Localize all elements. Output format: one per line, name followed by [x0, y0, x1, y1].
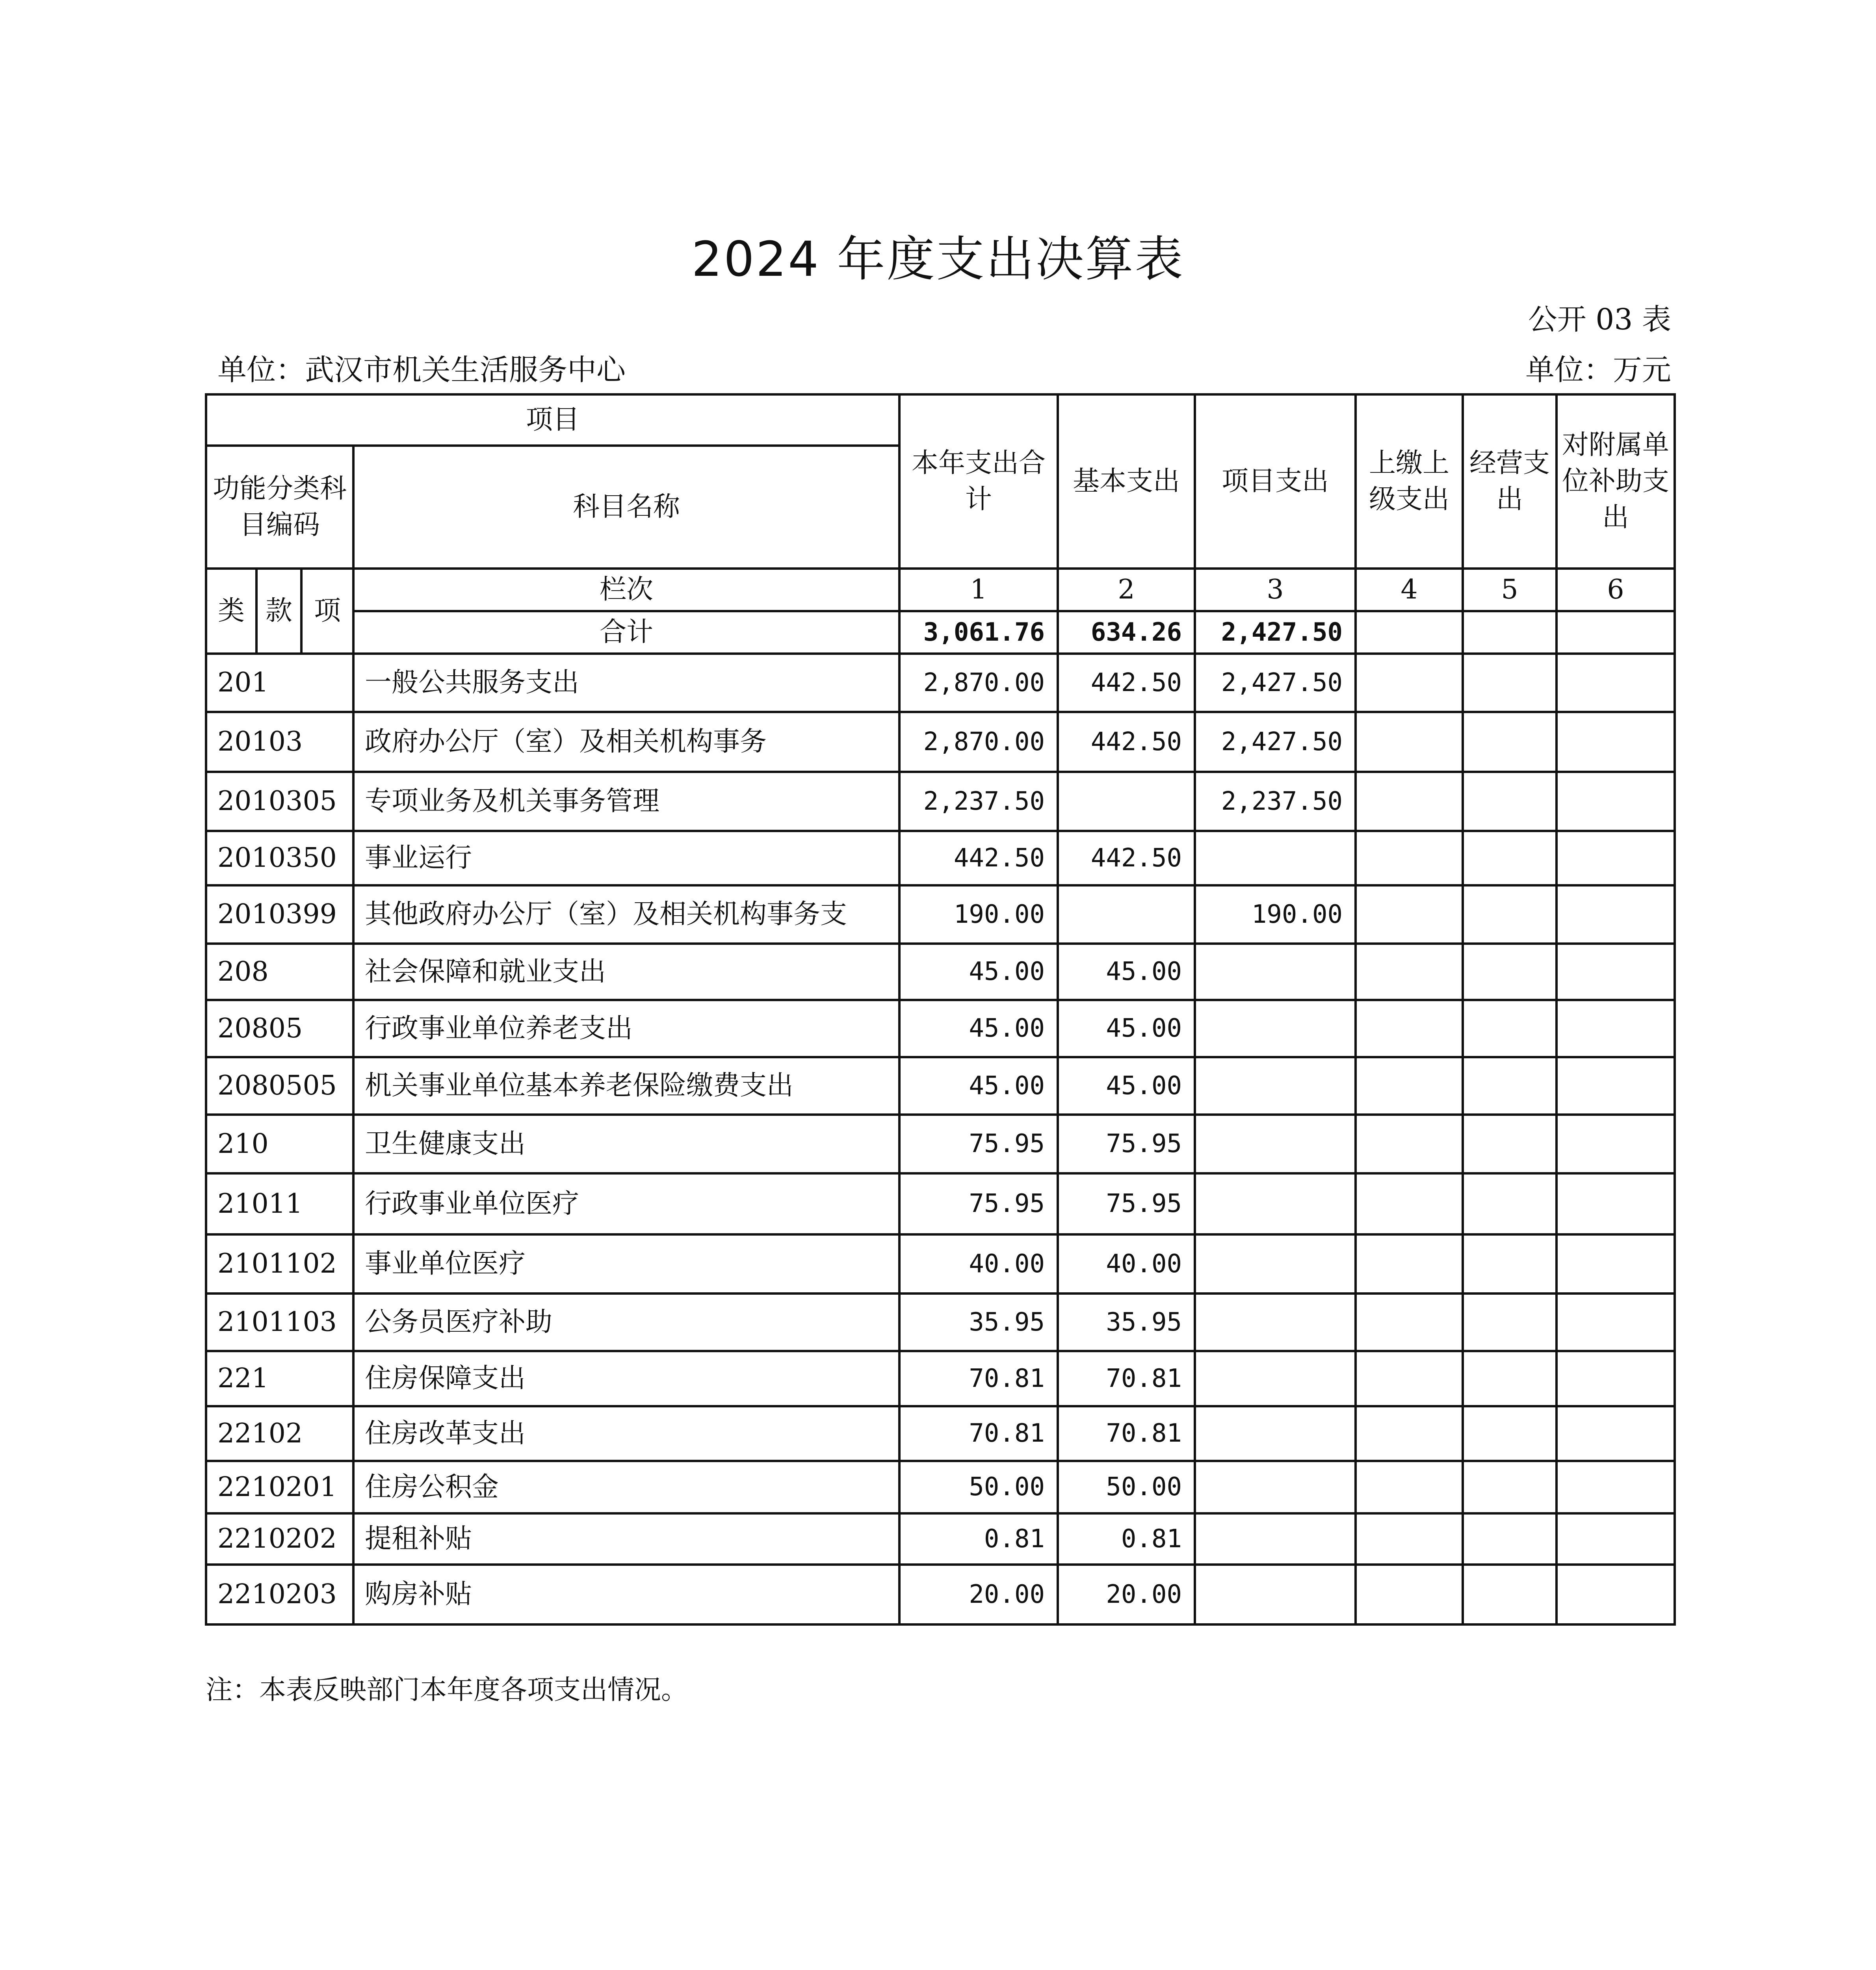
project-expense-value — [1195, 1406, 1356, 1461]
operating-value — [1463, 654, 1557, 712]
table-row — [206, 1000, 1675, 1057]
column-number-label: 栏次 — [353, 569, 899, 611]
header-total-expense: 本年支出合计 — [899, 394, 1058, 569]
upper-pay-value — [1356, 1565, 1463, 1624]
subject-code: 20805 — [206, 1000, 353, 1057]
operating-value — [1463, 1406, 1557, 1461]
total-expense-value: 0.81 — [899, 1513, 1058, 1565]
operating-value — [1463, 1115, 1557, 1173]
subject-name: 住房保障支出 — [353, 1351, 899, 1406]
operating-value — [1463, 712, 1557, 772]
project-expense-value: 2,237.50 — [1195, 772, 1356, 831]
subject-code: 2210203 — [206, 1565, 353, 1624]
subject-name: 专项业务及机关事务管理 — [353, 772, 899, 831]
subsidy-value — [1557, 1461, 1675, 1513]
basic-expense-value: 40.00 — [1058, 1234, 1195, 1294]
operating-value — [1463, 1234, 1557, 1294]
upper-pay-value — [1356, 712, 1463, 772]
currency-unit: 单位：万元 — [1525, 353, 1671, 387]
basic-expense-value: 442.50 — [1058, 712, 1195, 772]
form-number: 公开 03 表 — [1528, 303, 1671, 336]
table-row — [206, 1461, 1675, 1513]
subject-code: 2101103 — [206, 1294, 353, 1351]
subject-name: 政府办公厅（室）及相关机构事务 — [353, 712, 899, 772]
table-body — [206, 394, 1675, 1624]
subject-name: 购房补贴 — [353, 1565, 899, 1624]
basic-expense-value: 442.50 — [1058, 831, 1195, 885]
subject-name: 住房改革支出 — [353, 1406, 899, 1461]
table-note: 注：本表反映部门本年度各项支出情况。 — [206, 1674, 688, 1706]
subject-code: 208 — [206, 944, 353, 1000]
upper-pay-value — [1356, 1294, 1463, 1351]
project-expense-value — [1195, 1565, 1356, 1624]
basic-expense-value: 35.95 — [1058, 1294, 1195, 1351]
header-kuan: 款 — [256, 569, 301, 654]
total-expense-value: 45.00 — [899, 1057, 1058, 1115]
header-xiang: 项 — [301, 569, 353, 654]
upper-pay-value — [1356, 1406, 1463, 1461]
total-value — [1356, 611, 1463, 654]
header-operating: 经营支出 — [1463, 394, 1557, 569]
upper-pay-value — [1356, 1057, 1463, 1115]
subject-code: 210 — [206, 1115, 353, 1173]
total-value: 2,427.50 — [1195, 611, 1356, 654]
table-row — [206, 1115, 1675, 1173]
subject-name: 提租补贴 — [353, 1513, 899, 1565]
subsidy-value — [1557, 885, 1675, 944]
subsidy-value — [1557, 1234, 1675, 1294]
header-project-expense: 项目支出 — [1195, 394, 1356, 569]
project-expense-value — [1195, 1000, 1356, 1057]
subject-name: 事业单位医疗 — [353, 1234, 899, 1294]
header-func-code: 功能分类科目编码 — [206, 446, 353, 569]
subsidy-value — [1557, 944, 1675, 1000]
total-value — [1463, 611, 1557, 654]
total-expense-value: 70.81 — [899, 1351, 1058, 1406]
subject-name: 住房公积金 — [353, 1461, 899, 1513]
subject-code: 221 — [206, 1351, 353, 1406]
subject-code: 2010399 — [206, 885, 353, 944]
upper-pay-value — [1356, 654, 1463, 712]
operating-value — [1463, 944, 1557, 1000]
operating-value — [1463, 1351, 1557, 1406]
table-row — [206, 1294, 1675, 1351]
table-row — [206, 1234, 1675, 1294]
total-expense-value: 2,237.50 — [899, 772, 1058, 831]
upper-pay-value — [1356, 772, 1463, 831]
basic-expense-value: 50.00 — [1058, 1461, 1195, 1513]
upper-pay-value — [1356, 1351, 1463, 1406]
basic-expense-value: 45.00 — [1058, 1000, 1195, 1057]
project-expense-value — [1195, 1115, 1356, 1173]
subsidy-value — [1557, 1173, 1675, 1234]
subsidy-value — [1557, 772, 1675, 831]
subject-code: 22102 — [206, 1406, 353, 1461]
subject-name: 一般公共服务支出 — [353, 654, 899, 712]
subsidy-value — [1557, 831, 1675, 885]
total-expense-value: 70.81 — [899, 1406, 1058, 1461]
subsidy-value — [1557, 1294, 1675, 1351]
project-expense-value — [1195, 1173, 1356, 1234]
upper-pay-value — [1356, 885, 1463, 944]
header-project: 项目 — [206, 394, 899, 446]
upper-pay-value — [1356, 831, 1463, 885]
total-value: 634.26 — [1058, 611, 1195, 654]
table-row — [206, 1351, 1675, 1406]
basic-expense-value: 0.81 — [1058, 1513, 1195, 1565]
header-lei: 类 — [206, 569, 256, 654]
subject-name: 事业运行 — [353, 831, 899, 885]
header-basic-expense: 基本支出 — [1058, 394, 1195, 569]
subsidy-value — [1557, 1406, 1675, 1461]
subject-code: 2210202 — [206, 1513, 353, 1565]
header-upper-pay: 上缴上级支出 — [1356, 394, 1463, 569]
table-row — [206, 1513, 1675, 1565]
upper-pay-value — [1356, 1173, 1463, 1234]
subject-code: 21011 — [206, 1173, 353, 1234]
subject-code: 20103 — [206, 712, 353, 772]
basic-expense-value: 70.81 — [1058, 1351, 1195, 1406]
unit-name: 单位：武汉市机关生活服务中心 — [217, 353, 626, 387]
total-expense-value: 442.50 — [899, 831, 1058, 885]
table-row — [206, 831, 1675, 885]
subject-code: 2010305 — [206, 772, 353, 831]
total-expense-value: 45.00 — [899, 1000, 1058, 1057]
basic-expense-value: 45.00 — [1058, 944, 1195, 1000]
project-expense-value — [1195, 1234, 1356, 1294]
column-number: 4 — [1356, 569, 1463, 611]
total-expense-value: 2,870.00 — [899, 654, 1058, 712]
table-row — [206, 1057, 1675, 1115]
total-label: 合计 — [353, 611, 899, 654]
operating-value — [1463, 1057, 1557, 1115]
table-row — [206, 1406, 1675, 1461]
subsidy-value — [1557, 1000, 1675, 1057]
project-expense-value — [1195, 1057, 1356, 1115]
operating-value — [1463, 1513, 1557, 1565]
operating-value — [1463, 1294, 1557, 1351]
page-title: 2024 年度支出决算表 — [691, 231, 1185, 287]
total-expense-value: 75.95 — [899, 1115, 1058, 1173]
basic-expense-value: 70.81 — [1058, 1406, 1195, 1461]
total-expense-value: 40.00 — [899, 1234, 1058, 1294]
operating-value — [1463, 1461, 1557, 1513]
subject-code: 2210201 — [206, 1461, 353, 1513]
basic-expense-value: 442.50 — [1058, 654, 1195, 712]
operating-value — [1463, 772, 1557, 831]
table-row — [206, 712, 1675, 772]
project-expense-value: 2,427.50 — [1195, 712, 1356, 772]
table-row — [206, 772, 1675, 831]
upper-pay-value — [1356, 1461, 1463, 1513]
project-expense-value — [1195, 1294, 1356, 1351]
subject-name: 社会保障和就业支出 — [353, 944, 899, 1000]
project-expense-value — [1195, 1461, 1356, 1513]
subject-name: 行政事业单位医疗 — [353, 1173, 899, 1234]
column-number: 5 — [1463, 569, 1557, 611]
subject-name: 机关事业单位基本养老保险缴费支出 — [353, 1057, 899, 1115]
subsidy-value — [1557, 1115, 1675, 1173]
subsidy-value — [1557, 712, 1675, 772]
subject-name: 行政事业单位养老支出 — [353, 1000, 899, 1057]
total-value — [1557, 611, 1675, 654]
operating-value — [1463, 1565, 1557, 1624]
column-number: 2 — [1058, 569, 1195, 611]
table-row — [206, 885, 1675, 944]
total-expense-value: 20.00 — [899, 1565, 1058, 1624]
project-expense-value — [1195, 944, 1356, 1000]
expense-table — [205, 393, 1676, 1626]
basic-expense-value — [1058, 772, 1195, 831]
upper-pay-value — [1356, 944, 1463, 1000]
subject-code: 2010350 — [206, 831, 353, 885]
column-number: 3 — [1195, 569, 1356, 611]
table-row — [206, 1173, 1675, 1234]
subsidy-value — [1557, 1565, 1675, 1624]
total-expense-value: 50.00 — [899, 1461, 1058, 1513]
header-subject-name: 科目名称 — [353, 446, 899, 569]
total-expense-value: 35.95 — [899, 1294, 1058, 1351]
operating-value — [1463, 885, 1557, 944]
subsidy-value — [1557, 1513, 1675, 1565]
total-row — [206, 611, 1675, 654]
column-number: 6 — [1557, 569, 1675, 611]
project-expense-value: 190.00 — [1195, 885, 1356, 944]
basic-expense-value: 20.00 — [1058, 1565, 1195, 1624]
operating-value — [1463, 1000, 1557, 1057]
operating-value — [1463, 831, 1557, 885]
table-row — [206, 654, 1675, 712]
subject-name: 卫生健康支出 — [353, 1115, 899, 1173]
basic-expense-value: 45.00 — [1058, 1057, 1195, 1115]
project-expense-value: 2,427.50 — [1195, 654, 1356, 712]
basic-expense-value — [1058, 885, 1195, 944]
total-expense-value: 2,870.00 — [899, 712, 1058, 772]
column-number: 1 — [899, 569, 1058, 611]
basic-expense-value: 75.95 — [1058, 1115, 1195, 1173]
subject-name: 其他政府办公厅（室）及相关机构事务支 — [353, 885, 899, 944]
basic-expense-value: 75.95 — [1058, 1173, 1195, 1234]
table-row — [206, 944, 1675, 1000]
subject-code: 2101102 — [206, 1234, 353, 1294]
upper-pay-value — [1356, 1513, 1463, 1565]
subject-name: 公务员医疗补助 — [353, 1294, 899, 1351]
subsidy-value — [1557, 1057, 1675, 1115]
subsidy-value — [1557, 1351, 1675, 1406]
upper-pay-value — [1356, 1234, 1463, 1294]
total-expense-value: 190.00 — [899, 885, 1058, 944]
upper-pay-value — [1356, 1115, 1463, 1173]
subject-code: 2080505 — [206, 1057, 353, 1115]
project-expense-value — [1195, 1351, 1356, 1406]
total-expense-value: 75.95 — [899, 1173, 1058, 1234]
upper-pay-value — [1356, 1000, 1463, 1057]
project-expense-value — [1195, 831, 1356, 885]
total-value: 3,061.76 — [899, 611, 1058, 654]
operating-value — [1463, 1173, 1557, 1234]
subsidy-value — [1557, 654, 1675, 712]
project-expense-value — [1195, 1513, 1356, 1565]
header-subsidy: 对附属单位补助支出 — [1557, 394, 1675, 569]
total-expense-value: 45.00 — [899, 944, 1058, 1000]
table-row — [206, 1565, 1675, 1624]
subject-code: 201 — [206, 654, 353, 712]
